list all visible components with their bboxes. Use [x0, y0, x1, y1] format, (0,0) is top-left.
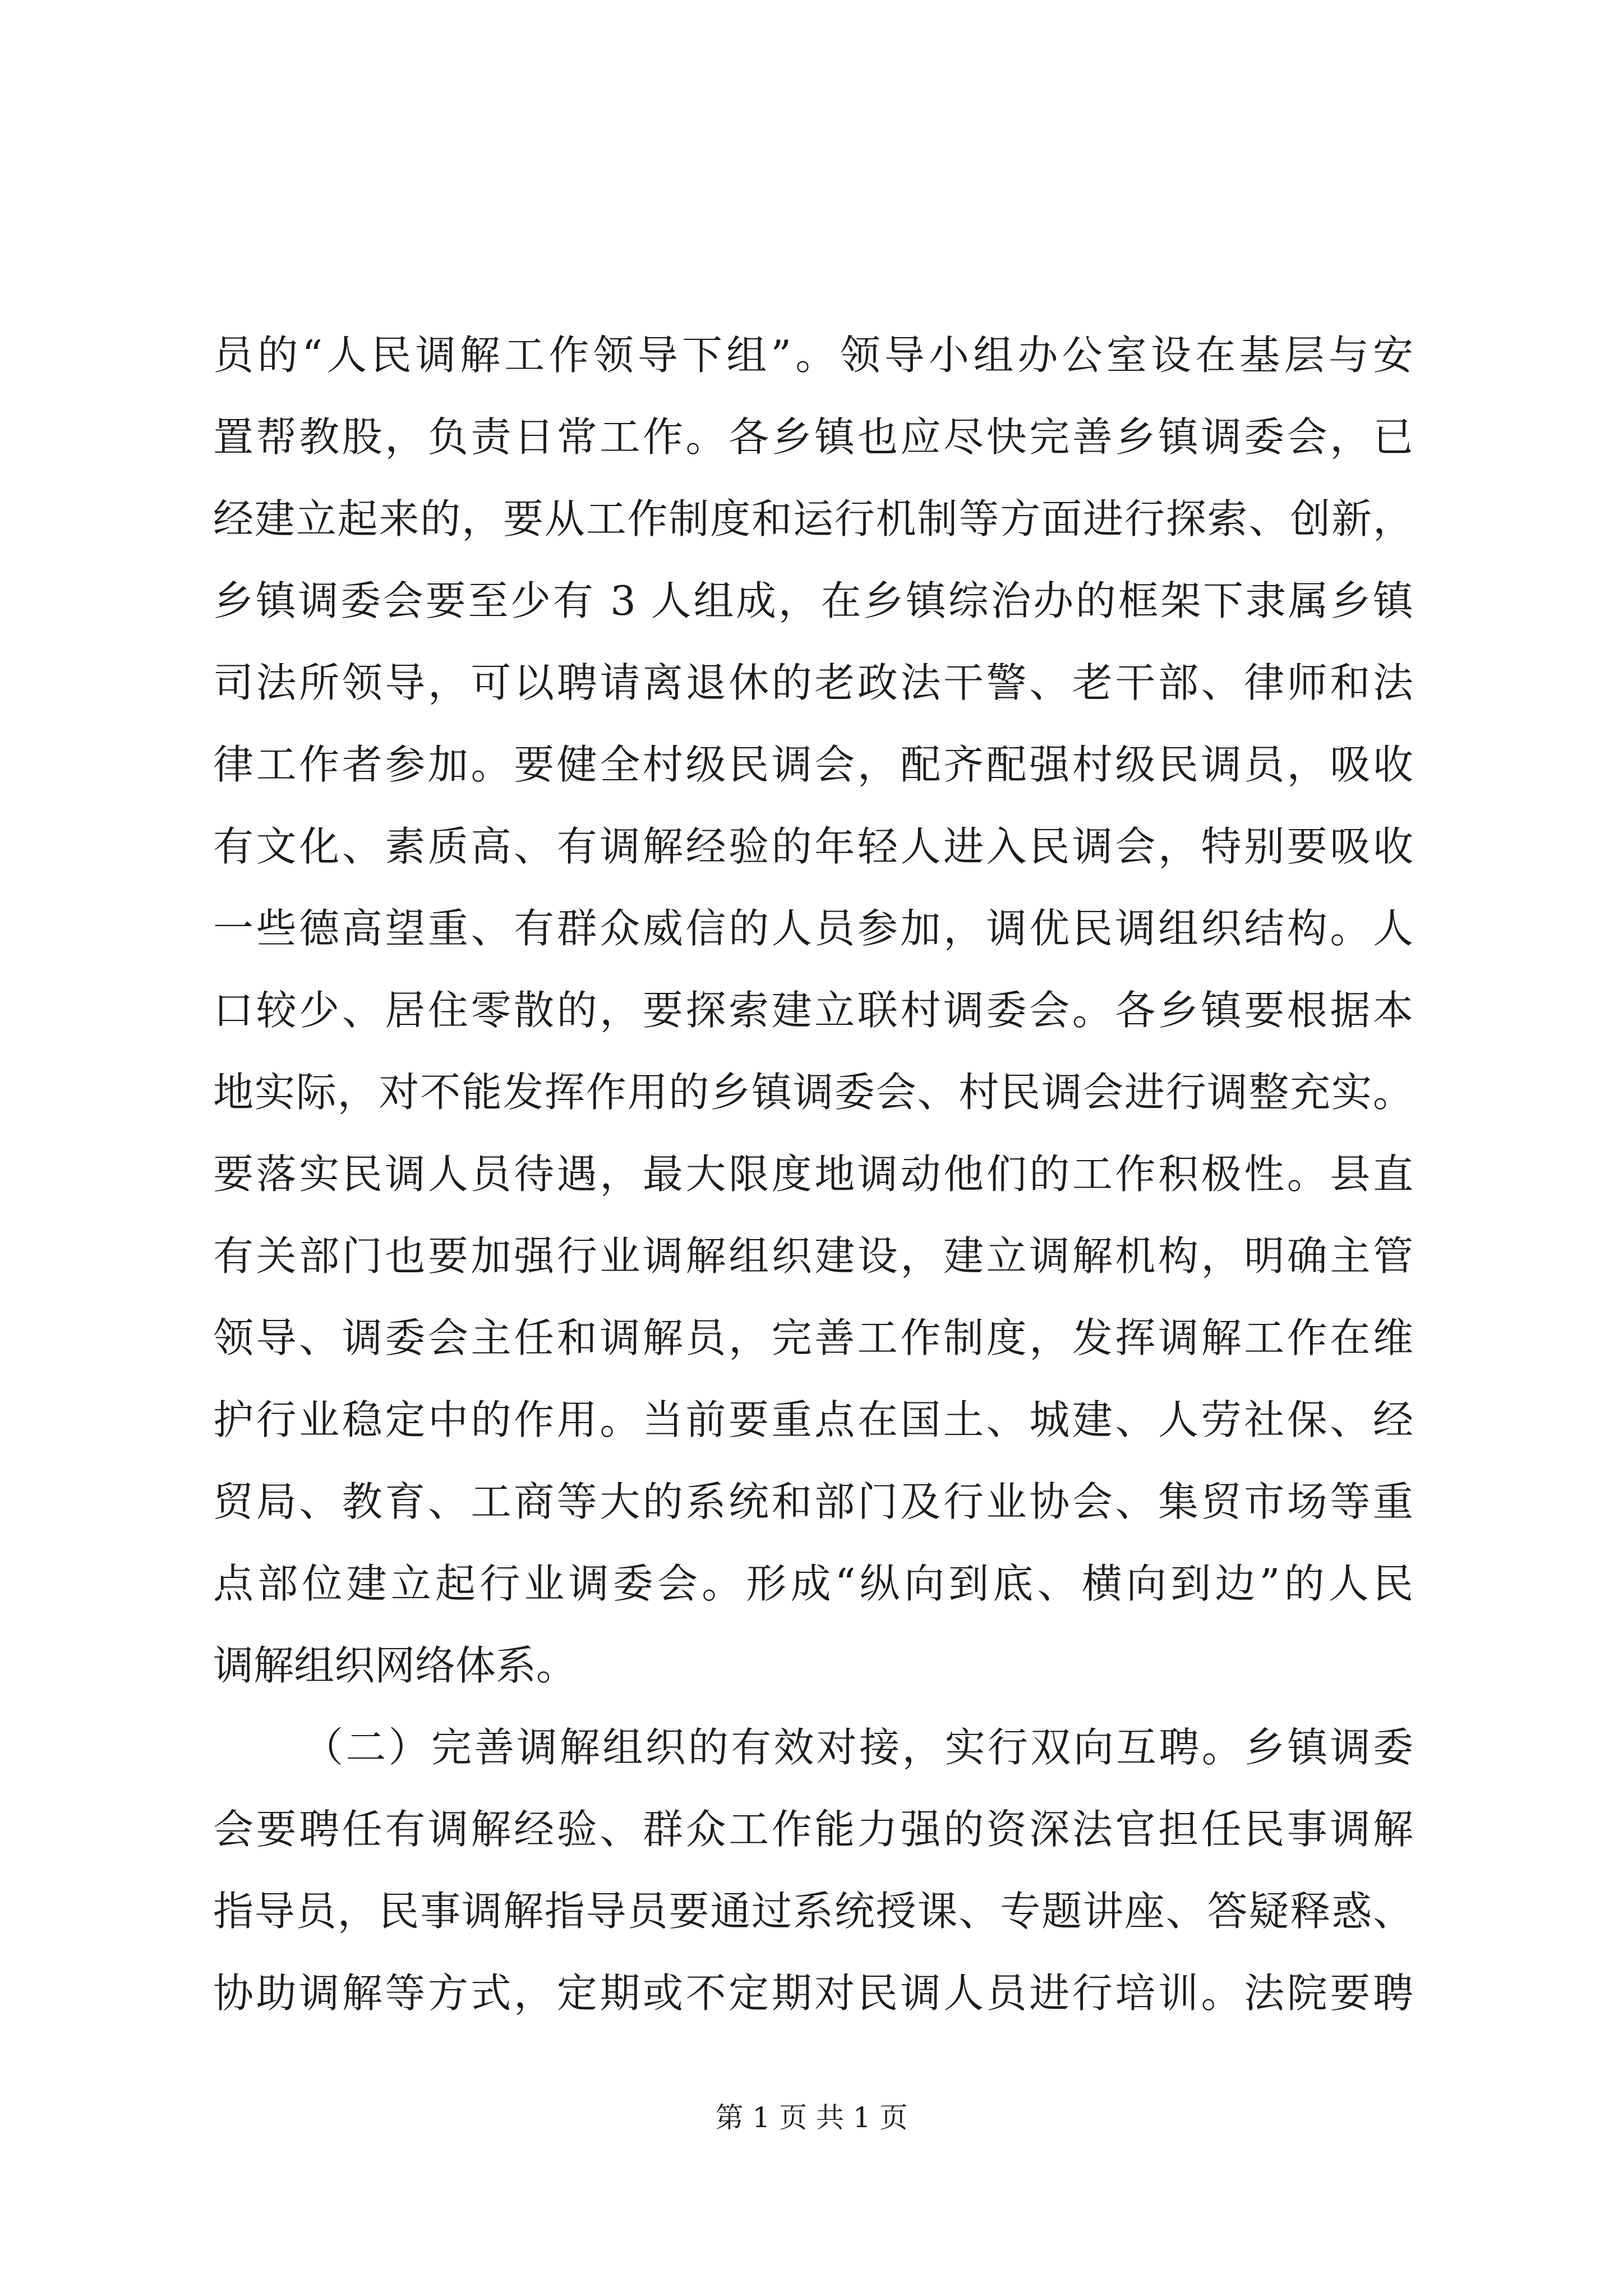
paragraph-line: 点部位建立起行业调委会。形成“纵向到底、横向到边”的人民 [213, 1560, 1413, 1607]
paragraph-line: 贸局、教育、工商等大的系统和部门及行业协会、集贸市场等重 [213, 1478, 1413, 1525]
paragraph-line: 口较少、居住零散的，要探索建立联村调委会。各乡镇要根据本 [213, 987, 1413, 1034]
paragraph-line: 地实际，对不能发挥作用的乡镇调委会、村民调会进行调整充实。 [213, 1069, 1413, 1116]
page-footer [0, 2101, 1623, 2134]
paragraph-line: 领导、调委会主任和调解员，完善工作制度，发挥调解工作在维 [213, 1314, 1413, 1361]
document-body [213, 314, 1413, 2034]
paragraph-line: 员的“人民调解工作领导下组”。领导小组办公室设在基层与安 [213, 332, 1413, 379]
paragraph-line: 调解组织网络体系。 [213, 1642, 577, 1689]
paragraph-line: 置帮教股，负责日常工作。各乡镇也应尽快完善乡镇调委会，已 [213, 413, 1413, 461]
paragraph-line: 护行业稳定中的作用。当前要重点在国土、城建、人劳社保、经 [213, 1396, 1413, 1443]
paragraph-line: 协助调解等方式，定期或不定期对民调人员进行培训。法院要聘 [213, 1970, 1413, 2017]
paragraph-line: 律工作者参加。要健全村级民调会，配齐配强村级民调员，吸收 [213, 741, 1413, 788]
paragraph-line: 有文化、素质高、有调解经验的年轻人进入民调会，特别要吸收 [213, 823, 1413, 870]
paragraph-line: 指导员，民事调解指导员要通过系统授课、专题讲座、答疑释惑、 [213, 1888, 1413, 1935]
paragraph-line: 要落实民调人员待遇，最大限度地调动他们的工作积极性。县直 [213, 1151, 1413, 1198]
paragraph-line: 一些德高望重、有群众威信的人员参加，调优民调组织结构。人 [213, 905, 1413, 952]
paragraph-line: 司法所领导，可以聘请离退休的老政法干警、老干部、律师和法 [213, 659, 1413, 706]
paragraph-line: 经建立起来的，要从工作制度和运行机制等方面进行探索、创新， [213, 495, 1413, 542]
paragraph-line: 会要聘任有调解经验、群众工作能力强的资深法官担任民事调解 [213, 1806, 1413, 1853]
page-number: 第 1 页 共 1 页 [715, 2101, 908, 2134]
paragraph-line: 乡镇调委会要至少有 3 人组成，在乡镇综治办的框架下隶属乡镇 [213, 577, 1413, 624]
section-heading-line: （二）完善调解组织的有效对接，实行双向互聘。乡镇调委 [303, 1724, 1413, 1771]
paragraph-line: 有关部门也要加强行业调解组织建设，建立调解机构，明确主管 [213, 1232, 1413, 1280]
